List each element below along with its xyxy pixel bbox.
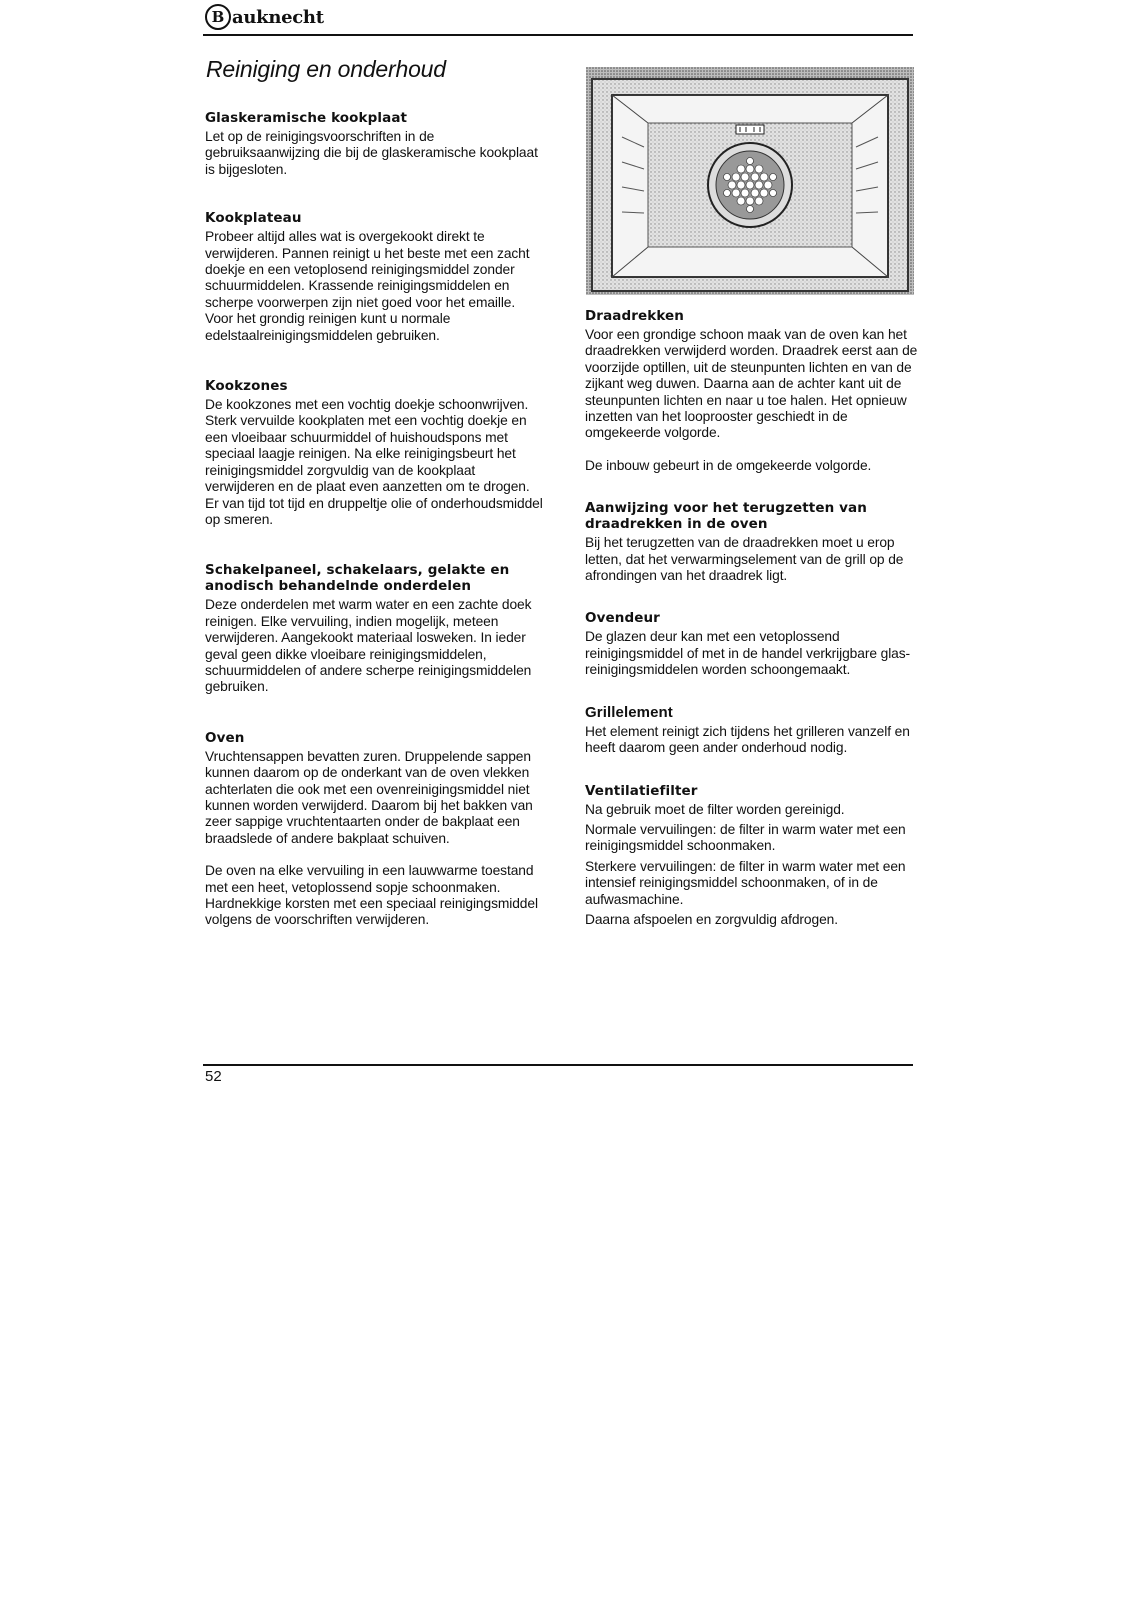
- section-kookplateau: [205, 210, 545, 344]
- section-kookzones: [205, 378, 545, 528]
- section-paragraph: De inbouw gebeurt in de omgekeerde volgorde.: [585, 457, 872, 473]
- brand-logo-name: auknecht: [232, 6, 324, 28]
- section-heading: Grillelement: [585, 703, 673, 721]
- section-paragraph: Let op de reinigingsvoorschriften in de gebruiksaanwijzing die bij de glaskeramische kookplaat is bijgesloten.: [205, 129, 538, 177]
- section-paragraph: Daarna afspoelen en zorgvuldig afdrogen.: [585, 911, 838, 927]
- right-column: [585, 308, 925, 928]
- section-paragraph: Vruchtensappen bevatten zuren. Druppelende sappen kunnen daarom op de onderkant van de oven vlekken achterlaten die ook met een ovenreinigingsmiddel niet kunnen worden verwijderd. Daarom bij het bakken van zeer sappige vruchtentaarten onder de bakplaat een braadslede of andere bakplaat schuiven.: [205, 748, 533, 846]
- section-paragraph: De glazen deur kan met een vetoplossend reinigingsmiddel of met in de handel verkrijgbare glas-reinigingsmiddelen worden schoongemaakt.: [585, 629, 911, 678]
- section-paragraph: De kookzones met een vochtig doekje schoonwrijven. Sterk vervuilde kookplaten met een vochtig doekje en een vloeibaar schuurmiddel of huishoudspons met speciaal laagje reinigen. Na elke reinigingsbeurt het reinigingsmiddel zorgvuldig van de kookplaat verwijderen en de plaat even aanzetten om te drogen. Er van tijd tot tijd en druppeltje olie of onderhoudsmiddel op smeren.: [205, 397, 543, 527]
- section-heading: Schakelpaneel, schakelaars, gelakte en anodisch behandelnde onderdelen: [205, 562, 510, 595]
- section-paragraph: Het element reinigt zich tijdens het grilleren vanzelf en heeft daarom geen ander onderhoud nodig.: [585, 723, 910, 756]
- section-ventilatiefilter: [585, 783, 925, 929]
- section-paragraph: Bij het terugzetten van de draadrekken moet u erop letten, dat het verwarmingselement van de grill op de afrondingen van het draadrek ligt.: [585, 535, 904, 584]
- section-heading: Oven: [205, 729, 245, 746]
- section-grillelement: [585, 705, 925, 757]
- section-paragraph: Deze onderdelen met warm water en een zachte doek reinigen. Elke vervuiling, indien mogelijk, meteen verwijderen. Aangekookt materiaal losweken. In ieder geval geen dikke vloeibare reinigingsmiddelen, schuurmiddelen of andere scherpe reinigingsmiddelen gebruiken.: [205, 597, 532, 695]
- brand-logo: [205, 2, 324, 32]
- section-paragraph: Normale vervuilingen: de filter in warm water met een reinigingsmiddel schoonmaken.: [585, 821, 906, 854]
- section-heading: Draadrekken: [585, 308, 685, 324]
- section-paragraph: De oven na elke vervuiling in een lauwwarme toestand met een heet, vetoplossend sopje schoonmaken. Hardnekkige korsten met een speciaal reinigingsmiddel volgens de voorschriften verwijderen.: [205, 863, 538, 928]
- section-draadrekken: [585, 308, 925, 474]
- section-heading: Kookplateau: [205, 210, 302, 227]
- section-paragraph: Probeer altijd alles wat is overgekookt direkt te verwijderen. Pannen reinigt u het beste met een zacht doekje en een vetoplosend reinigingsmiddel zonder schuurmiddelen. Krassende reinigingsmiddelen en scherpe voorwerpen zijn niet goed voor het emaille. Voor het grondig reinigen kunt u normale edelstaalreinigingsmiddelen gebruiken.: [205, 229, 530, 343]
- section-oven: [205, 730, 545, 929]
- section-glaskeramische-kookplaat: [205, 110, 545, 178]
- section-heading: Glaskeramische kookplaat: [205, 110, 408, 126]
- left-column: [205, 110, 545, 929]
- section-schakelpaneel: [205, 562, 545, 695]
- section-paragraph: Na gebruik moet de filter worden gereinigd.: [585, 801, 845, 817]
- section-heading: Kookzones: [205, 378, 288, 395]
- section-heading: Ventilatiefilter: [585, 782, 698, 799]
- section-heading: Aanwijzing voor het terugzetten van draadrekken in de oven: [585, 500, 867, 533]
- section-paragraph: Sterkere vervuilingen: de filter in warm water met een intensief reinigingsmiddel schoonmaken, of in de aufwasmachine.: [585, 858, 906, 907]
- page-number: 52: [205, 1068, 222, 1085]
- footer-divider: [203, 1064, 913, 1066]
- section-aanwijzing-terugzetten: [585, 500, 925, 584]
- section-paragraph: Voor een grondige schoon maak van de oven kan het draadrekken verwijderd worden. Draadrek eerst aan de voorzijde optillen, uit de steunpunten lichten en van de zijkant weg duwen. Daarna aan de achter kant uit de steunpunten lichten en naar u toe halen. Het opnieuw inzetten van het looprooster geschiedt in de omgekeerde volgorde.: [585, 327, 918, 441]
- header-divider: [203, 34, 913, 36]
- section-ovendeur: [585, 610, 925, 678]
- brand-logo-emblem: B: [205, 4, 231, 30]
- page-title: Reiniging en onderhoud: [206, 56, 446, 82]
- section-heading: Ovendeur: [585, 610, 660, 627]
- oven-interior-illustration: [586, 67, 914, 295]
